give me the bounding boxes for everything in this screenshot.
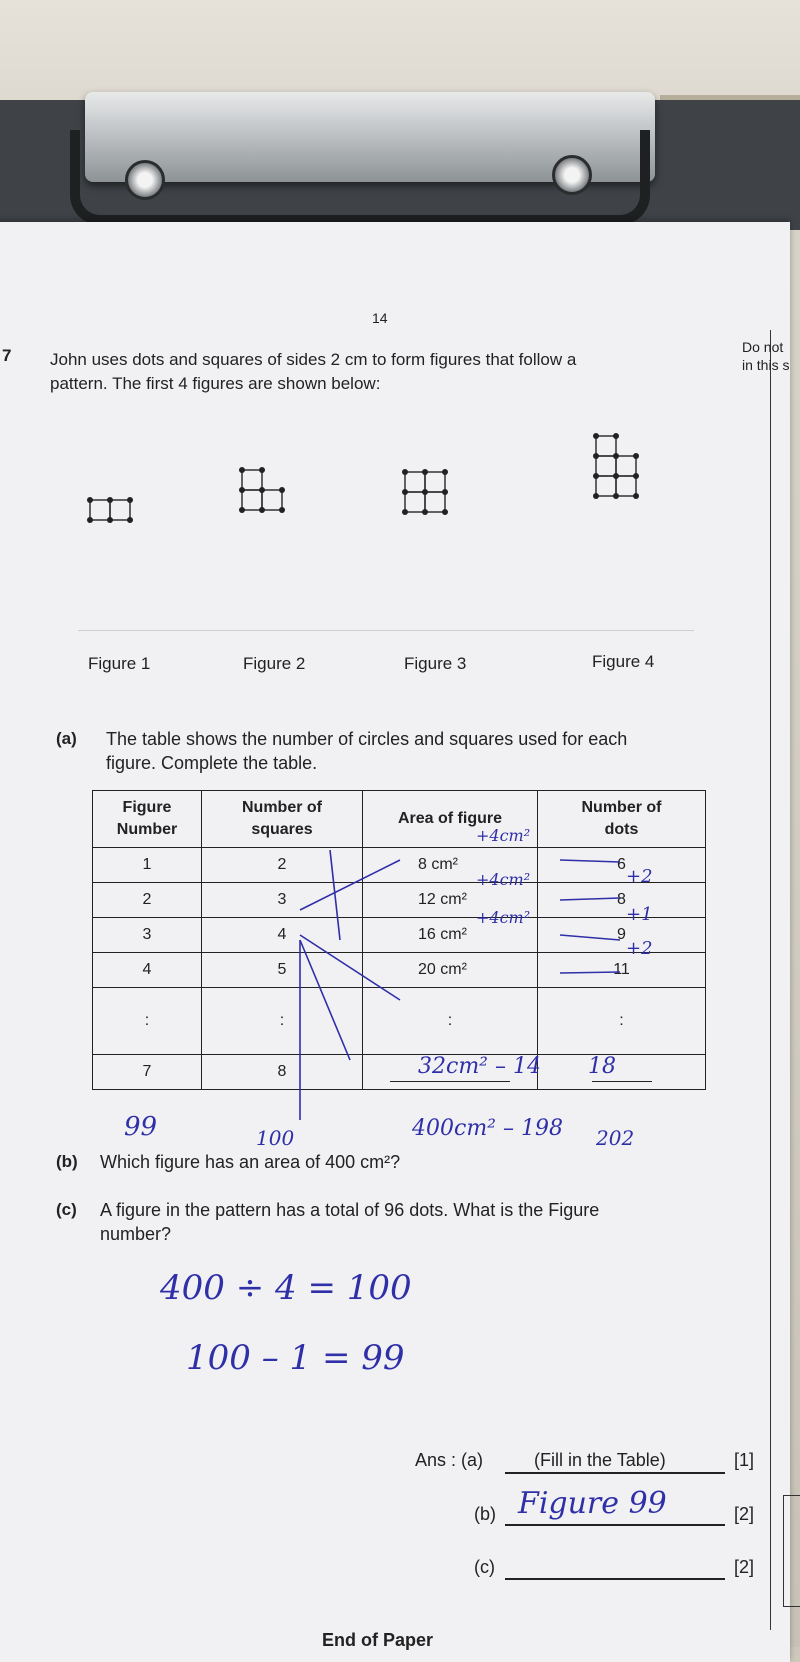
part-c-line-2: number? bbox=[100, 1224, 172, 1244]
part-c-label: (c) bbox=[56, 1200, 77, 1219]
margin-note-2: in this s bbox=[742, 357, 790, 373]
hand-dot-mark-1: +2 bbox=[626, 866, 653, 887]
cell-figure: 4 bbox=[93, 953, 202, 988]
hand-work-line-1: 400 ÷ 4 = 100 bbox=[160, 1268, 412, 1308]
hand-dot-mark-2: +1 bbox=[626, 904, 653, 925]
part-b-question: Which figure has an area of 400 cm²? bbox=[100, 1152, 401, 1172]
cell-ellipsis: : bbox=[538, 988, 706, 1055]
cell-dots: 11 bbox=[538, 953, 706, 988]
cell-figure: 3 bbox=[93, 918, 202, 953]
answer-c-marks: [2] bbox=[734, 1557, 755, 1577]
cell-area: 16 cm² bbox=[363, 918, 538, 953]
cell-ellipsis: : bbox=[93, 988, 202, 1055]
header-number-of-squares: Number of squares bbox=[202, 791, 363, 848]
hand-dot-mark-3: +2 bbox=[626, 938, 653, 959]
end-of-paper: End of Paper bbox=[322, 1630, 434, 1650]
answer-a-marks: [1] bbox=[734, 1450, 755, 1470]
cell-dots: 6 bbox=[538, 848, 706, 883]
margin-note-1: Do not bbox=[742, 339, 784, 355]
figure-4-label: Figure 4 bbox=[592, 652, 655, 671]
cell-squares: 4 bbox=[202, 918, 363, 953]
answer-b-line[interactable] bbox=[505, 1524, 725, 1526]
intro-line-1: John uses dots and squares of sides 2 cm to form figures that follow a bbox=[50, 350, 577, 369]
marks-box bbox=[783, 1495, 800, 1607]
cell-squares: 2 bbox=[202, 848, 363, 883]
intro-line-2: pattern. The first 4 figures are shown below: bbox=[50, 374, 381, 393]
part-a-label: (a) bbox=[56, 729, 77, 748]
answer-b-label: (b) bbox=[474, 1504, 496, 1524]
cell-dots: 8 bbox=[538, 883, 706, 918]
hand-area-400: 400cm² – 198 bbox=[412, 1116, 563, 1141]
cell-area: 8 cm² bbox=[363, 848, 538, 883]
cell-area: 20 cm² bbox=[363, 953, 538, 988]
answer-prefix: Ans : (a) bbox=[415, 1450, 484, 1470]
hand-row7-area: 32cm² – 14 bbox=[418, 1054, 541, 1079]
hand-area-mark-1: +4cm² bbox=[476, 826, 531, 845]
cell-ellipsis: : bbox=[202, 988, 363, 1055]
hand-figure-99: 99 bbox=[124, 1112, 158, 1142]
part-a-line-1: The table shows the number of circles and squares used for each bbox=[106, 729, 628, 749]
answer-c-label: (c) bbox=[474, 1557, 495, 1577]
part-c-line-1: A figure in the pattern has a total of 96 dots. What is the Figure bbox=[100, 1200, 600, 1220]
figure-3-label: Figure 3 bbox=[404, 654, 467, 673]
hand-row7-dots: 18 bbox=[588, 1054, 616, 1079]
hand-answer-b: Figure 99 bbox=[518, 1486, 667, 1521]
answer-c-line[interactable] bbox=[505, 1578, 725, 1580]
answer-b-marks: [2] bbox=[734, 1504, 755, 1524]
answer-a-value: (Fill in the Table) bbox=[534, 1450, 666, 1470]
hand-work-line-2: 100 – 1 = 99 bbox=[186, 1338, 405, 1378]
hand-area-mark-2: +4cm² bbox=[476, 870, 531, 889]
question-number: 7 bbox=[2, 346, 12, 365]
hand-dots-202: 202 bbox=[596, 1126, 635, 1150]
cell-figure: 2 bbox=[93, 883, 202, 918]
cell-area: 12 cm² bbox=[363, 883, 538, 918]
header-area: Area of figure bbox=[363, 791, 538, 848]
figure-2-label: Figure 2 bbox=[243, 654, 306, 673]
cell-dots: 9 bbox=[538, 918, 706, 953]
header-number-of-dots: Number of dots bbox=[538, 791, 706, 848]
part-a-line-2: figure. Complete the table. bbox=[106, 753, 318, 773]
cell-squares: 5 bbox=[202, 953, 363, 988]
hand-area-mark-3: +4cm² bbox=[476, 908, 531, 927]
cell-ellipsis: : bbox=[363, 988, 538, 1055]
header-figure-number: Figure Number bbox=[93, 791, 202, 848]
answer-a-line bbox=[505, 1472, 725, 1474]
hand-squares-100: 100 bbox=[256, 1126, 295, 1150]
cell-squares: 8 bbox=[202, 1055, 363, 1090]
part-b-label: (b) bbox=[56, 1152, 78, 1171]
figure-1-label: Figure 1 bbox=[88, 654, 151, 673]
cell-figure: 7 bbox=[93, 1055, 202, 1090]
cell-squares: 3 bbox=[202, 883, 363, 918]
page-number: 14 bbox=[372, 310, 388, 326]
cell-figure: 1 bbox=[93, 848, 202, 883]
